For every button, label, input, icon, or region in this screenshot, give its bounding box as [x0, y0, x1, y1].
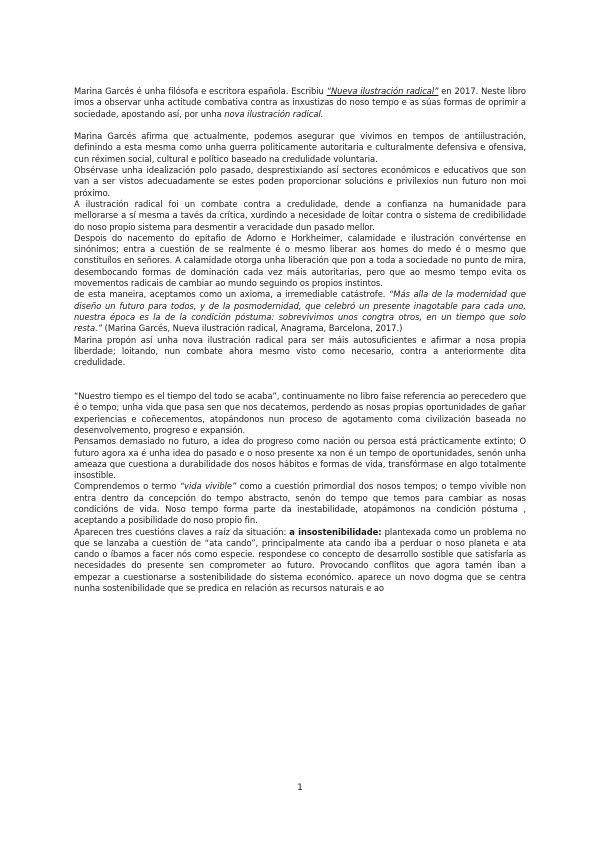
text-run: “Nuestro tiempo es el tiempo del todo se acaba”, continuamente no libro faise referencia ao perecedero que é o tempo; unha vida que pasa sen que nos decatemos, perdendo as nosas propias oportunidades de gañar experiencias e coñecementos, atopándonos nun proceso de agotamento coma civilización baseada no desenvolvemento, progreso e expansión. — [74, 391, 526, 435]
paragraph-p4 — [74, 199, 526, 233]
paragraph-p9 — [74, 436, 526, 481]
paragraph-p1 — [74, 86, 526, 120]
paragraph-p11 — [74, 527, 526, 595]
page-number: 1 — [297, 783, 303, 793]
paragraph-p2 — [74, 131, 526, 165]
paragraph-gap — [74, 120, 526, 131]
text-run: (Marina Garcés, Nueva ilustración radical, Anagrama, Barcelona, 2017.) — [102, 323, 403, 334]
text-run: Comprendemos o termo — [74, 481, 180, 492]
document-body — [74, 86, 526, 594]
paragraph-p3 — [74, 165, 526, 199]
text-run: Marina Garcés afirma que actualmente, podemos asegurar que vivimos en tempos de antiilustración, definindo a esta mesma como unha guerra politicamente autoritaria e culturalmente defensiva e ofensiva, cun réximen social, cultural e político baseado na credulidade voluntaria. — [74, 131, 526, 164]
paragraph-gap — [74, 380, 526, 391]
text-run: en 2017. Neste libro imos a observar unha actitude combativa contra as inxustizas do noso tempo e as súas formas de oprimir a sociedade, apostando así, por unha — [74, 86, 526, 119]
text-run: “Más alla de la modernidad que diseño un futuro para todos, y de la posmodernidad, que celebró un presente inagotable para cada uno, nuestra época es la de la condición póstuma: sobrevivimos unos congtra otros, en un tiempo que solo resta.” — [74, 289, 526, 334]
paragraph-p8 — [74, 391, 526, 436]
paragraph-gap — [74, 368, 526, 379]
text-run: plantexada como un problema no que se lanzaba a cuestión de “ata cando”, principalmente ata cando iba a perduar o noso planeta e ata cando o íbamos a facer nós como especie. respondese co concepto de desarrollo sostible que satisfaría as necesidades do presente sen comprometer ao futuro. Provocando conflitos que agora tamén iban a empezar a cuestionarse a sostenibilidade do sistema económico. aparece un novo dogma que se centra nunha sostenibilidade que se predica en relación as recursos naturais e ao — [74, 526, 527, 594]
paragraph-p5 — [74, 233, 526, 289]
text-run: como a cuestión primordial dos nosos tempos; o tempo vivible non entra dentro da concepción do tempo abstracto, senón do tempo que temos para cambiar as nosas condicións de vida. Noso tempo forma parte da inestabilidade, atopámonos na condición póstuma , aceptando a posibilidade do noso propio fin. — [74, 481, 527, 526]
paragraph-p6 — [74, 289, 526, 334]
text-run: nova ilustración radical. — [224, 108, 324, 119]
text-run: “vida vivible” — [179, 481, 237, 492]
text-run: “Nueva ilustración radical” — [326, 86, 439, 96]
text-run: Aparecen tres cuestións claves a raíz da situación: — [74, 526, 290, 537]
paragraph-p7 — [74, 335, 526, 369]
text-run: Marina Garcés é unha filósofa e escritora española. Escribiu — [74, 86, 327, 96]
text-run: Marina propón así unha nova ilustración radical para ser máis autosuficientes e afirmar a nosa propia liberdade; loitando, nun combate ahora mesmo visto como necesario, contra a anteriormente dita credulidade. — [74, 334, 526, 368]
text-run: Despois do nacemento do epitafio de Adorno e Horkheimer, calamidade e ilustración convértense en sinónimos; entra a cuestión de se realmente é o mesmo liberar aos homes do medo é o mesmo que constituílos en señores. A calamidade otorga unha liberación que pon a toda a sociedade no punto de mira, desembocando formas de dominación cada vez máis autoritarias, pero que ao mesmo tempo evita os movementos radicais de cambiar ao mundo seguindo os propios instintos. — [74, 232, 526, 289]
text-run: Obsérvase unha idealización polo pasado, desprestixiando así sectores económicos e educativos que son van a ser vistos adecuadamente se estes poden proporcionar solucións e privilexios nun futuro non moi próximo. — [74, 165, 526, 198]
text-run: Pensamos demasiado no futuro, a idea do progreso como nación ou persoa está prácticamente extinto; O futuro agora xa é unha idea do pasado e o noso presente xa non é un tempo de oportunidades, senón unha ameaza que cuestiona a durabilidade dos nosos hábitos e formas de vida, transfórmase en algo totalmente insostible. — [74, 436, 526, 481]
text-run: de esta maneira, aceptamos como un axioma, a irremediable catástrofe. — [74, 289, 390, 300]
text-run: A ilustración radical foi un combate contra a credulidade, dende a confianza na humanidade para mellorarse a sí mesma a tavés da crítica, xurdindo a necesidade de loitar contra o sistema de credibilidade do noso propio sistema para desmentir a veracidade dun pasado mellor. — [74, 198, 526, 232]
text-run: a insostenibilidade: — [289, 526, 382, 537]
paragraph-p10 — [74, 481, 526, 526]
